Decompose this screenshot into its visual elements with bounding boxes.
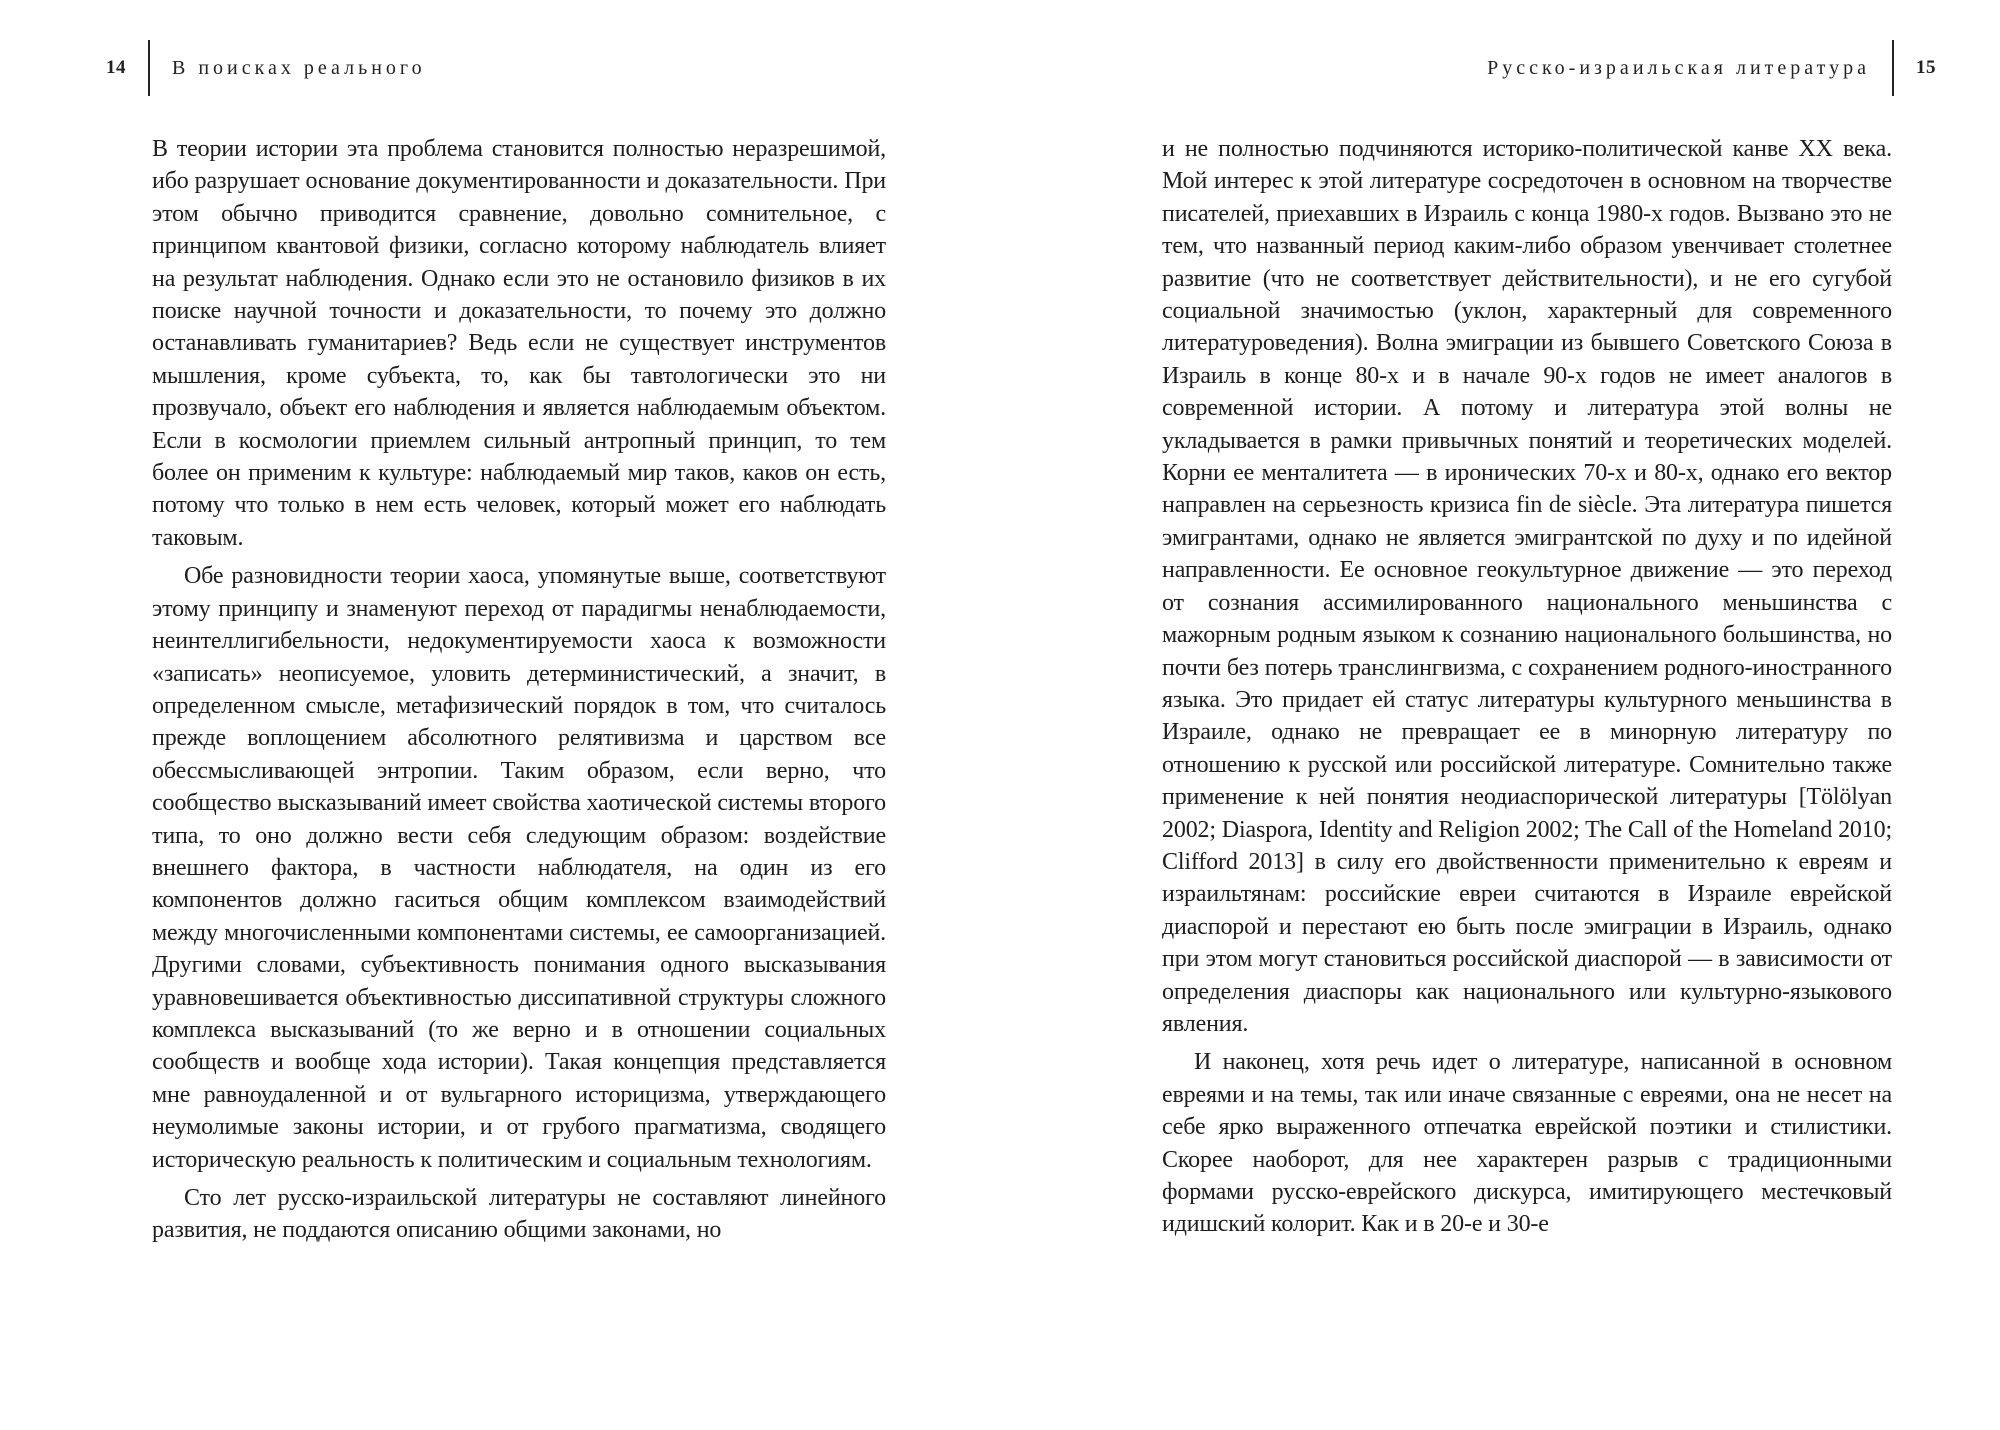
paragraph: В теории истории эта проблема становится полностью неразрешимой, ибо разрушает основание документированности и доказательности. При этом обычно приводится сравнение, довольно сомнительное, с принципом квантовой физики, согласно которому наблюдатель влияет на результат наблюдения. Однако если это не остановило физиков в их поиске научной точности и доказательности, то почему это должно останавливать гуманитариев? Ведь если не существует инструментов мышления, кроме субъекта, то, как бы тавтологически это ни прозвучало, объект его наблюдения и является наблюдаемым объектом. Если в космологии приемлем сильный антропный принцип, то тем более он применим к культуре: наблюдаемый мир таков, каков он есть, потому что только в нем есть человек, который может его наблюдать таковым.: [152, 136, 886, 551]
paragraph: и не полностью подчиняются историко-политической канве XX века. Мой интерес к этой литературе сосредоточен в основном на творчестве писателей, приехавших в Израиль с конца 1980-х годов. Вызвано это не тем, что названный период каким-либо образом увенчивает столетнее развитие (что не соответствует действительности), и не его сугубой социальной значимостью (уклон, характерный для современного литературоведения). Волна эмиграции из бывшего Советского Союза в Израиль в конце 80-х и в начале 90-х годов не имеет аналогов в современной истории. А потому и литература этой волны не укладывается в рамки привычных понятий и теоретических моделей. Корни ее менталитета — в иронических 70-х и 80-х, однако его вектор направлен на серьезность кризиса fin de siècle. Эта литература пишется эмигрантами, однако не является эмигрантской по духу и по идейной направленности. Ее основное геокультурное движение — это переход от сознания ассимилированного национального меньшинства с мажорным родным языком к сознанию национального большинства, но почти без потерь транслингвизма, с сохранением родного-иностранного языка. Это придает ей статус литературы культурного меньшинства в Израиле, однако не превращает ее в минорную литературу по отношению к русской или российской литературе. Сомнительно также применение к ней понятия неодиаспорической литературы [Tölölyan 2002; Diaspora, Identity and Religion 2002; The Call of the Homeland 2010; Clifford 2013] в силу его двойственности применительно к евреям и израильтянам: российские евреи считаются в Израиле еврейской диаспорой и перестают ею быть после эмиграции в Израиль, однако при этом могут становиться российской диаспорой — в зависимости от определения диаспоры как национального или культурно-языкового явления.: [1162, 136, 1892, 1037]
paragraph: И наконец, хотя речь идет о литературе, написанной в основном евреями и на темы, так или иначе связанные с евреями, она не несет на себе ярко выраженного отпечатка еврейской поэтики и стилистики. Скорее наоборот, для нее характерен разрыв с традиционными формами русско-еврейского дискурса, имитирующего местечковый идишский колорит. Как и в 20-е и 30-е: [1162, 1049, 1892, 1238]
left-page-body: [152, 133, 886, 1247]
right-page: [1000, 0, 2000, 1430]
right-page-header: [1487, 40, 1936, 96]
page-number: 15: [1916, 57, 1936, 78]
paragraph: Обе разновидности теории хаоса, упомянутые выше, соответствуют этому принципу и знаменуют переход от парадигмы ненаблюдаемости, неинтеллигибельности, недокументируемости хаоса к возможности «записать» неописуемое, уловить детерминистический, а значит, в определенном смысле, метафизический порядок в том, что считалось прежде воплощением абсолютного релятивизма и царством все обессмысливающей энтропии. Таким образом, если верно, что сообщество высказываний имеет свойства хаотической системы второго типа, то оно должно вести себя следующим образом: воздействие внешнего фактора, в частности наблюдателя, на один из его компонентов должно гаситься общим комплексом взаимодействий между многочисленными компонентами системы, ее самоорганизацией. Другими словами, субъективность понимания одного высказывания уравновешивается объективностью диссипативной структуры сложного комплекса высказываний (то же верно и в отношении социальных сообществ и вообще хода истории). Такая концепция представляется мне равноудаленной и от вульгарного историцизма, утверждающего неумолимые законы истории, и от грубого прагматизма, сводящего историческую реальность к политическим и социальным технологиям.: [152, 563, 886, 1173]
header-divider: [148, 40, 150, 96]
running-title: В поисках реального: [172, 56, 426, 79]
paragraph: Сто лет русско-израильской литературы не составляют линейного развития, не поддаются описанию общими законами, но: [152, 1185, 886, 1244]
page-number: 14: [106, 57, 126, 78]
running-title: Русско-израильская литература: [1487, 56, 1870, 79]
left-page-header: [106, 40, 426, 96]
header-divider: [1892, 40, 1894, 96]
right-page-body: [1162, 133, 1892, 1241]
